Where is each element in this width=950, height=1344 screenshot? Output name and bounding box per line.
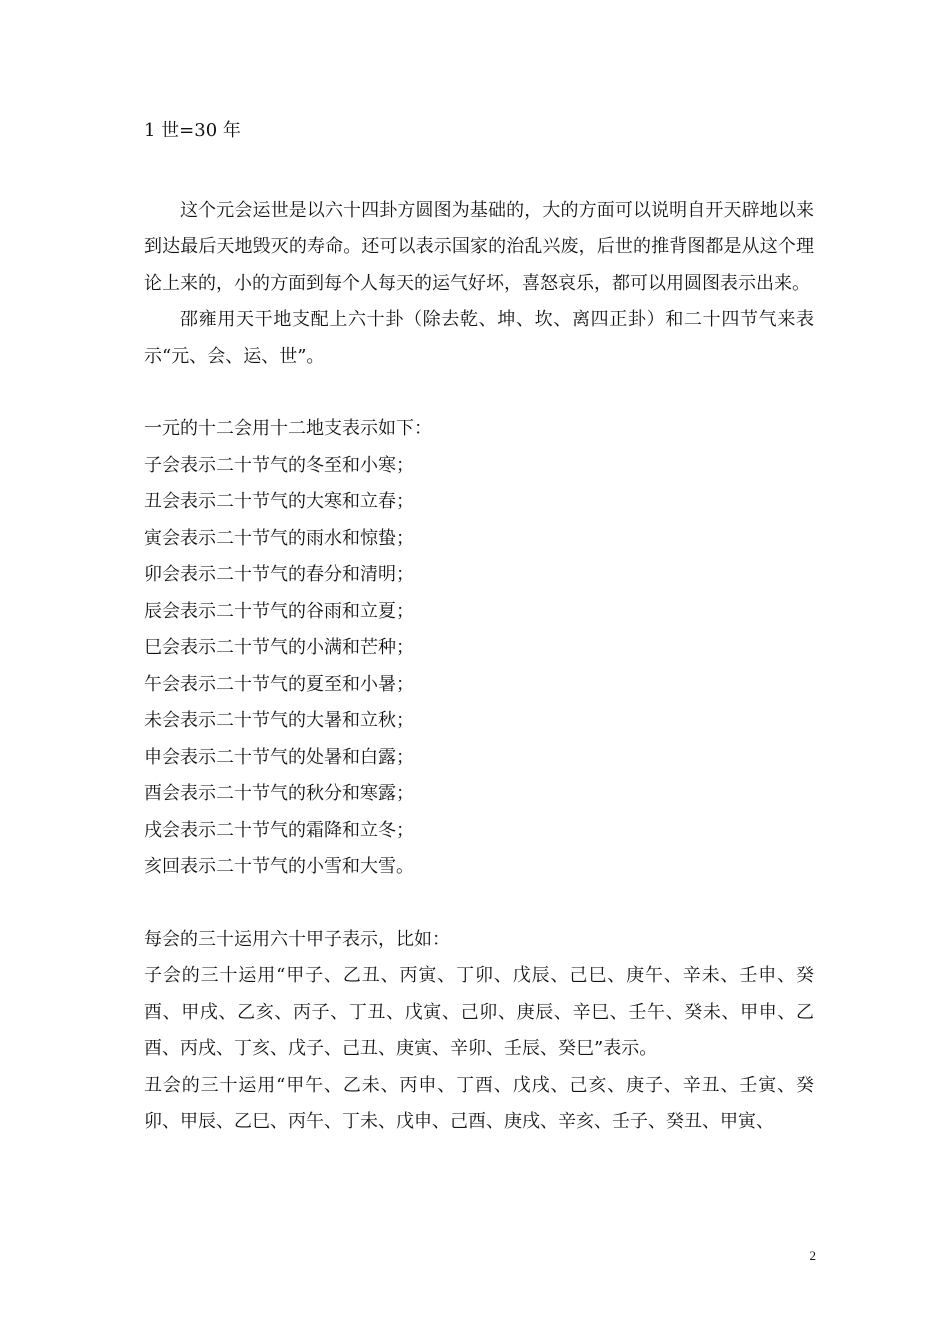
chou-hui-paragraph: 丑会的三十运用“甲午、乙未、丙申、丁酉、戊戌、己亥、庚子、辛丑、壬寅、癸卯、甲辰、乙巳、丙午、丁未、戊申、己酉、庚戌、辛亥、壬子、癸丑、甲寅、 [144, 1074, 814, 1132]
thirty-yun-intro: 每会的三十运用六十甲子表示，比如： [144, 928, 450, 950]
paragraph-shao-yong: 邵雍用天干地支配上六十卦（除去乾、坤、坎、离四正卦）和二十四节气来表示“元、会、运、世”。 [144, 309, 814, 367]
list-item: 申会表示二十节气的处暑和白露； [144, 746, 414, 768]
paragraph-intro: 这个元会运世是以六十四卦方圆图为基础的，大的方面可以说明自开天辟地以来到达最后天地毁灭的寿命。还可以表示国家的治乱兴废，后世的推背图都是从这个理论上来的，小的方面到每个人每天的运气好坏，喜怒哀乐，都可以用圆图表示出来。 [144, 199, 814, 294]
list-item: 子会表示二十节气的冬至和小寒； [144, 454, 414, 476]
list-item: 巳会表示二十节气的小满和芒种； [144, 637, 414, 658]
page-content [144, 113, 814, 1141]
list-item: 丑会表示二十节气的大寒和立春； [144, 491, 414, 512]
twelve-hui-intro: 一元的十二会用十二地支表示如下： [144, 418, 432, 439]
spacer [144, 375, 814, 411]
heading-line: 1 世=30 年 [144, 120, 241, 141]
list-item: 亥回表示二十节气的小雪和大雪。 [144, 856, 414, 877]
page-number: 2 [809, 1248, 816, 1263]
list-item: 卯会表示二十节气的春分和清明； [144, 564, 414, 585]
zi-hui-paragraph: 子会的三十运用“甲子、乙丑、丙寅、丁卯、戊辰、己巳、庚午、辛未、壬申、癸酉、甲戌、乙亥、丙子、丁丑、戊寅、己卯、庚辰、辛巳、壬午、癸未、甲申、乙酉、丙戌、丁亥、戊子、己丑、庚寅、辛卯、壬辰、癸巳”表示。 [144, 965, 814, 1059]
list-item: 午会表示二十节气的夏至和小暑； [144, 673, 414, 695]
list-item: 酉会表示二十节气的秋分和寒露； [144, 783, 414, 804]
spacer [144, 886, 814, 922]
spacer [144, 150, 814, 193]
list-item: 寅会表示二十节气的雨水和惊蛰； [144, 527, 414, 549]
list-item: 戌会表示二十节气的霜降和立冬； [144, 819, 414, 841]
list-item: 未会表示二十节气的大暑和立秋； [144, 710, 414, 731]
list-item: 辰会表示二十节气的谷雨和立夏； [144, 600, 414, 622]
